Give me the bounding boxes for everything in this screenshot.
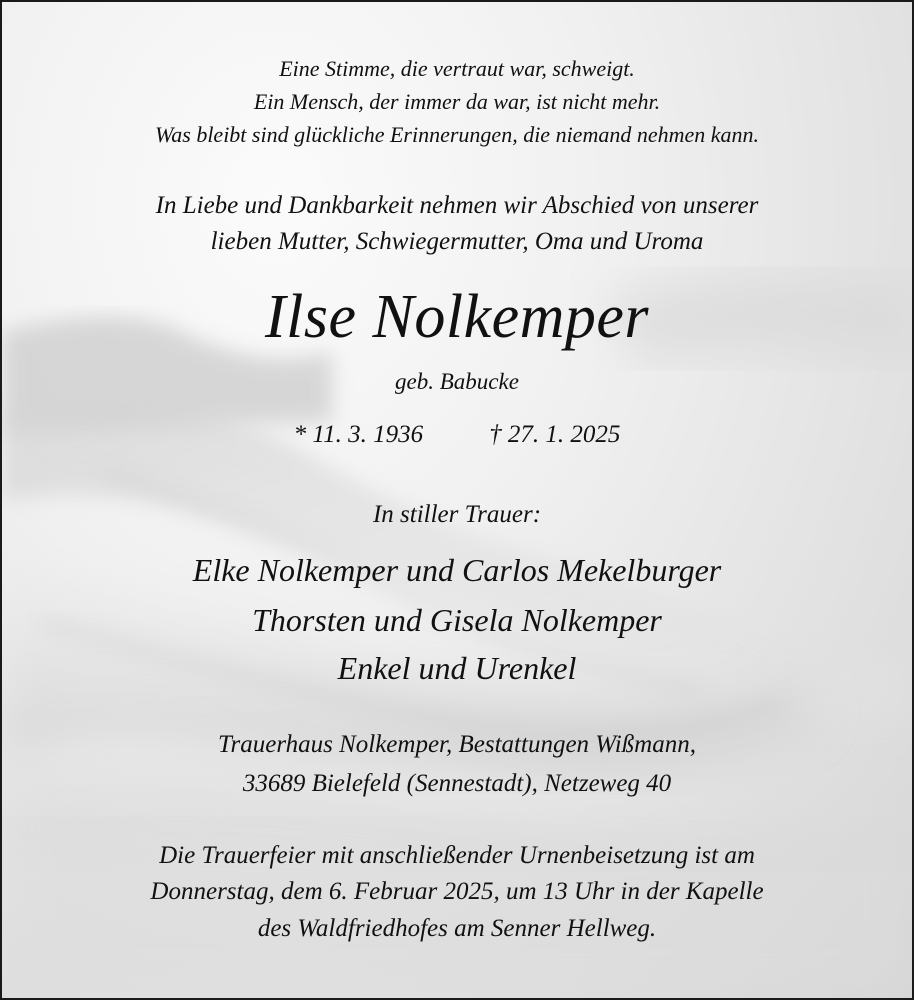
birth-date: * 11. 3. 1936 (293, 421, 424, 448)
verse-line-1: Eine Stimme, die vertraut war, schweigt. (279, 56, 635, 81)
life-dates (2, 421, 912, 449)
intro-line-2: lieben Mutter, Schwiegermutter, Oma und Uroma (210, 228, 704, 255)
mourner-line-2: Thorsten und Gisela Nolkemper (252, 602, 662, 638)
verse-line-3: Was bleibt sind glückliche Erinnerungen, die niemand nehmen kann. (154, 122, 760, 147)
mourners-heading: In stiller Trauer: (372, 501, 542, 528)
mourner-line-1: Elke Nolkemper und Carlos Mekelburger (192, 552, 722, 588)
address-line-2: 33689 Bielefeld (Sennestadt), Netzeweg 40 (242, 770, 672, 797)
deceased-name: Ilse Nolkemper (264, 283, 650, 351)
service-line-1: Die Trauerfeier mit anschließender Urnenbeisetzung ist am (159, 842, 755, 869)
birth-name: geb. Babucke (395, 369, 519, 394)
service-line-3: des Waldfriedhofes am Senner Hellweg. (257, 915, 657, 942)
address-line-1: Trauerhaus Nolkemper, Bestattungen Wißmann, (217, 731, 696, 758)
death-date: † 27. 1. 2025 (489, 421, 621, 448)
mourner-line-3: Enkel und Urenkel (337, 650, 577, 686)
intro-line-1: In Liebe und Dankbarkeit nehmen wir Abschied von unserer (155, 192, 759, 219)
verse-line-2: Ein Mensch, der immer da war, ist nicht mehr. (253, 89, 661, 114)
service-line-2: Donnerstag, dem 6. Februar 2025, um 13 Uhr in der Kapelle (150, 878, 764, 905)
